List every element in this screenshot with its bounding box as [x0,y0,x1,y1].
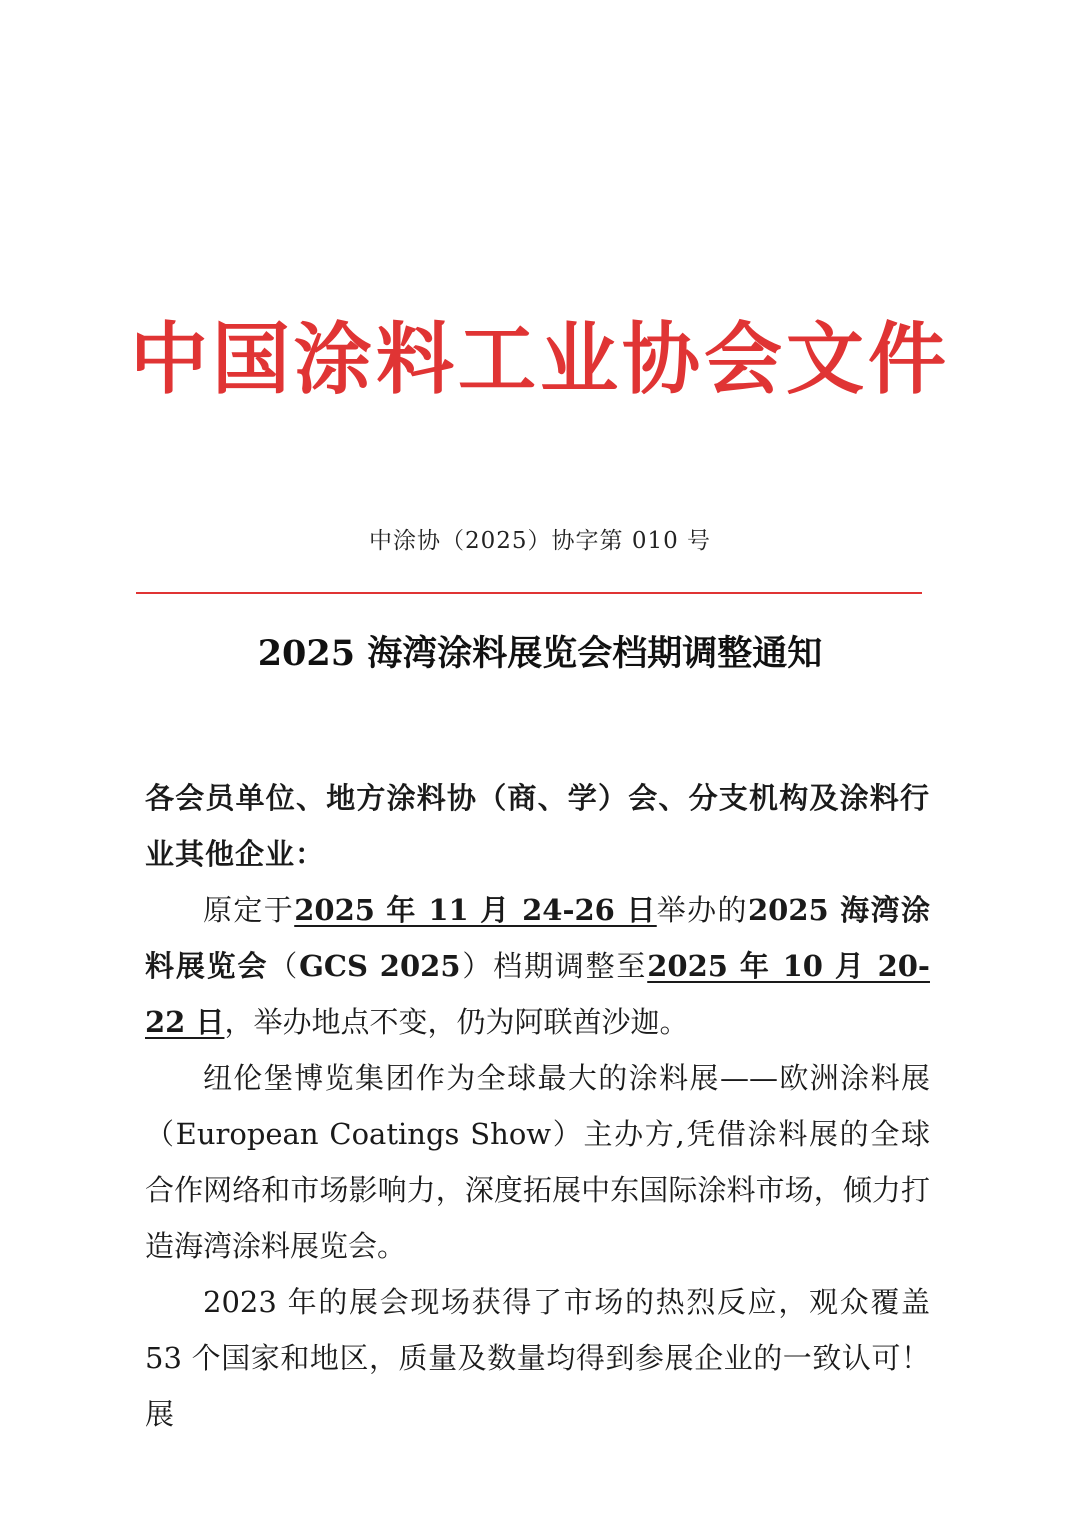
paragraph-organizer: 纽伦堡博览集团作为全球最大的涂料展——欧洲涂料展（European Coatings Show）主办方,凭借涂料展的全球合作网络和市场影响力，深度拓展中东国际涂料市场，倾力打造海湾涂料展览会。 [145,1061,930,1263]
organization-header: 中国涂料工业协会文件 [129,314,950,405]
text-segment: 举办的 [656,893,748,927]
salutation: 各会员单位、地方涂料协（商、学）会、分支机构及涂料行业其他企业： [145,781,930,871]
text-segment: （ [268,949,300,983]
header-divider [136,592,922,594]
document-body [145,770,930,1442]
text-segment: ）档期调整至 [460,949,648,983]
new-date: 2025 年 10 月 20-22 日 [145,949,930,1039]
original-date: 2025 年 11 月 24-26 日 [294,893,657,927]
paragraph-history: 2023 年的展会现场获得了市场的热烈反应，观众覆盖 53 个国家和地区，质量及数量均得到参展企业的一致认可！ 展 [145,1285,930,1431]
text-segment: 原定于 [203,893,295,927]
event-name: 2025 海湾涂料展览会 [145,893,930,983]
document-title: 2025 海湾涂料展览会档期调整通知 [257,633,823,674]
paragraph-schedule-change [145,882,930,1050]
event-abbreviation: GCS 2025 [299,949,461,983]
text-segment: ，举办地点不变，仍为阿联酋沙迦。 [224,1005,689,1039]
document-number: 中涂协（2025）协字第 010 号 [368,528,712,554]
